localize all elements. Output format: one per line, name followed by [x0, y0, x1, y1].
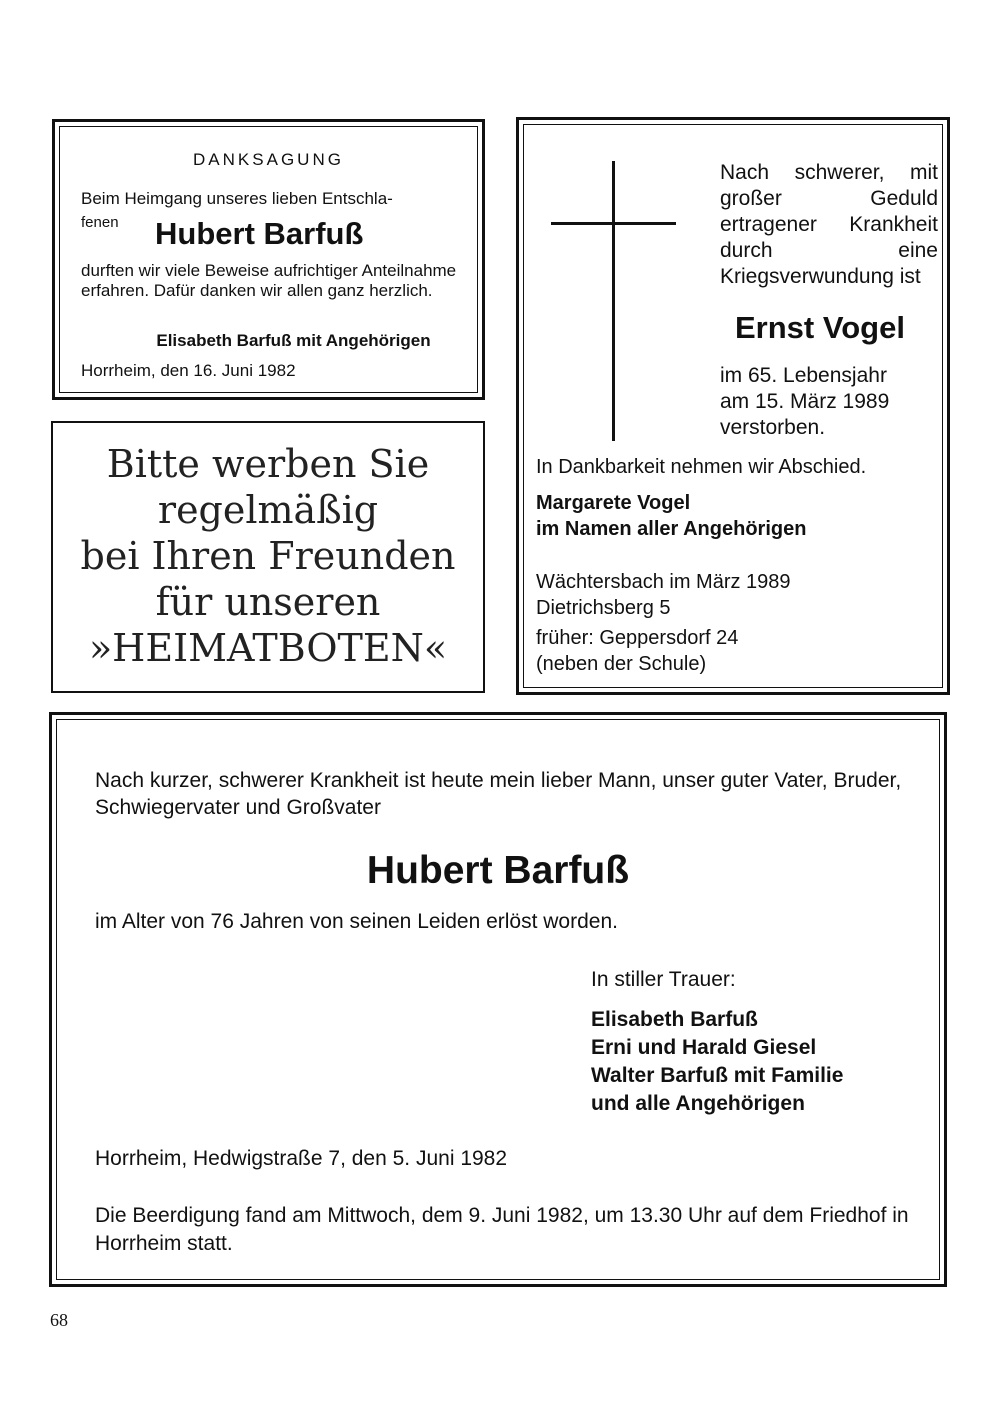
advert-line: Bitte werben Sie [106, 442, 430, 486]
danksagung-intro: Beim Heimgang unseres lieben Entschla- [81, 189, 393, 208]
vogel-age-line: am 15. März 1989 [720, 390, 890, 413]
vogel-signature-line: im Namen aller Angehörigen [536, 518, 807, 540]
vogel-thanks: In Dankbarkeit nehmen wir Abschied. [536, 456, 867, 478]
vogel-signature [536, 490, 806, 542]
danksagung-body: durften wir viele Beweise aufrichtiger Anteilnahme erfahren. Dafür danken wir allen ganz herzlich. [81, 261, 457, 300]
heimatboten-advert [51, 421, 485, 693]
barfuss-deceased-name: Hubert Barfuß [366, 849, 630, 892]
vogel-previous-line: (neben der Schule) [536, 653, 707, 675]
barfuss-age: im Alter von 76 Jahren von seinen Leiden erlöst worden. [95, 910, 618, 933]
vogel-intro: Nach schwerer, mit großer Geduld ertragener Krankheit durch eine Kriegsverwundung ist [720, 161, 938, 288]
family-member: und alle Angehörigen [591, 1092, 805, 1115]
danksagung-notice [52, 119, 485, 400]
barfuss-intro: Nach kurzer, schwerer Krankheit ist heute mein lieber Mann, unser guter Vater, Bruder, Schwiegervater und Großvater [95, 769, 902, 819]
barfuss-obituary [49, 712, 947, 1287]
vogel-signature-line: Margarete Vogel [536, 492, 691, 514]
vogel-address-line: Dietrichsberg 5 [536, 597, 671, 619]
danksagung-title: DANKSAGUNG [193, 150, 344, 169]
vogel-age-block [720, 363, 938, 441]
vogel-previous-address [536, 625, 738, 677]
advert-line: für unseren [155, 580, 381, 624]
barfuss-place-date: Horrheim, Hedwigstraße 7, den 5. Juni 1982 [95, 1147, 508, 1170]
vogel-previous-line: früher: Geppersdorf 24 [536, 627, 739, 649]
advert-text [53, 441, 483, 671]
advert-line: bei Ihren Freunden [80, 534, 456, 578]
barfuss-family-list [591, 1006, 843, 1118]
advert-line: »HEIMATBOTEN« [88, 626, 448, 670]
vogel-age-line: verstorben. [720, 416, 826, 439]
vogel-address-line: Wächtersbach im März 1989 [536, 571, 791, 593]
danksagung-deceased-name: Hubert Barfuß [155, 216, 364, 251]
vogel-deceased-name: Ernst Vogel [735, 310, 905, 345]
family-member: Elisabeth Barfuß [591, 1008, 758, 1031]
danksagung-place-date: Horrheim, den 16. Juni 1982 [81, 361, 296, 380]
page-number: 68 [50, 1310, 68, 1330]
danksagung-intro-continuation: fenen [81, 214, 119, 231]
vogel-age-line: im 65. Lebensjahr [720, 364, 887, 387]
vogel-address [536, 569, 791, 621]
barfuss-funeral-info: Die Beerdigung fand am Mittwoch, dem 9. Juni 1982, um 13.30 Uhr auf dem Friedhof in Horrheim statt. [95, 1204, 909, 1255]
family-member: Walter Barfuß mit Familie [591, 1064, 844, 1087]
advert-line: regelmäßig [157, 488, 379, 532]
family-member: Erni und Harald Giesel [591, 1036, 817, 1059]
cross-icon-bar [551, 222, 676, 225]
vogel-obituary [516, 117, 950, 695]
barfuss-mourning-heading: In stiller Trauer: [591, 968, 736, 991]
cross-icon [612, 161, 615, 441]
danksagung-signature: Elisabeth Barfuß mit Angehörigen [156, 331, 431, 350]
